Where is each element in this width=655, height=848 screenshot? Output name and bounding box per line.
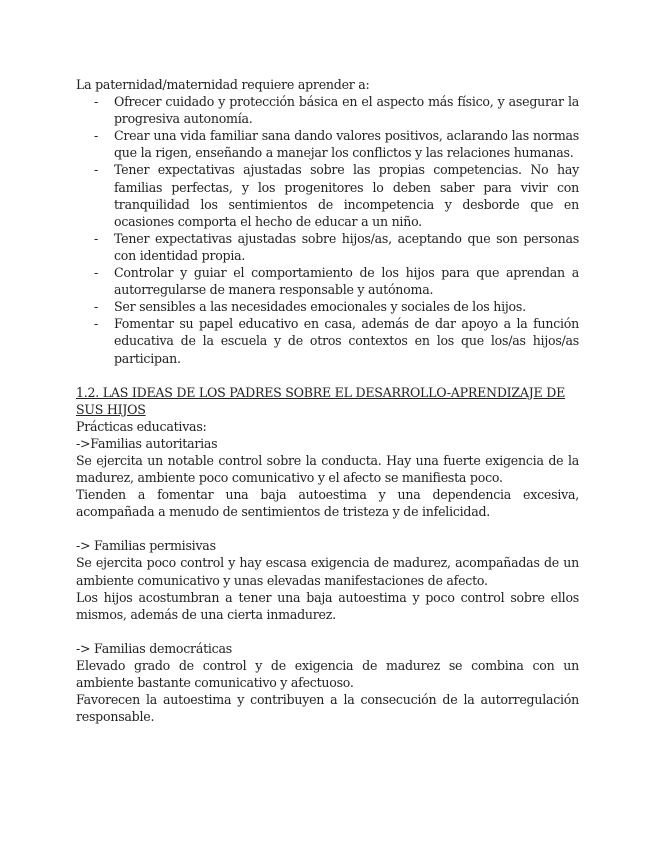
- bullet-list: [76, 93, 579, 367]
- style-consequences: Los hijos acostumbran a tener una baja autoestima y poco control sobre ellos mismos, además de una cierta inmadurez.: [76, 589, 579, 622]
- bullet-dash: -: [94, 94, 99, 110]
- list-item-text: Fomentar su papel educativo en casa, además de dar apoyo a la función educativa de la escuela y de otros contextos en los que los/as hijos/as participan.: [114, 316, 579, 366]
- bullet-dash: -: [94, 265, 99, 281]
- bullet-dash: -: [94, 316, 99, 332]
- list-item-text: Ofrecer cuidado y protección básica en el aspecto más físico, y asegurar la progresiva autonomía.: [114, 94, 579, 127]
- list-item: [94, 230, 579, 264]
- list-item: [94, 315, 579, 366]
- spacer: [76, 623, 579, 640]
- list-item: [94, 93, 579, 127]
- list-item: [94, 298, 579, 315]
- list-item: [94, 264, 579, 298]
- style-title-permissive: -> Familias permisivas: [76, 538, 216, 554]
- bullet-dash: -: [94, 128, 99, 144]
- spacer: [76, 520, 579, 537]
- list-item: [94, 161, 579, 229]
- bullet-dash: -: [94, 230, 99, 246]
- style-title-democratic: -> Familias democráticas: [76, 640, 232, 656]
- style-description: Elevado grado de control y de exigencia de madurez se combina con un ambiente bastante comunicativo y afectuoso.: [76, 657, 579, 690]
- subheading: Prácticas educativas:: [76, 418, 207, 434]
- bullet-dash: -: [94, 299, 99, 315]
- list-item-text: Tener expectativas ajustadas sobre hijos/as, aceptando que son personas con identidad propia.: [114, 230, 579, 263]
- style-title-authoritarian: ->Familias autoritarias: [76, 435, 218, 451]
- list-item-text: Controlar y guiar el comportamiento de los hijos para que aprendan a autorregularse de manera responsable y autónoma.: [114, 265, 579, 298]
- list-item-text: Ser sensibles a las necesidades emocionales y sociales de los hijos.: [114, 299, 526, 315]
- list-item: [94, 127, 579, 161]
- style-description: Se ejercita poco control y hay escasa exigencia de madurez, acompañadas de un ambiente comunicativo y unas elevadas manifestaciones de afecto.: [76, 555, 579, 588]
- list-item-text: Tener expectativas ajustadas sobre las propias competencias. No hay familias perfectas, y los progenitores lo deben saber para vivir con tranquilidad los sentimientos de incompetencia y desborde que en ocasiones comporta el hecho de educar a un niño.: [114, 162, 579, 229]
- bullet-dash: -: [94, 162, 99, 178]
- style-consequences: Tienden a fomentar una baja autoestima y una dependencia excesiva, acompañada a menudo de sentimientos de tristeza y de infelicidad.: [76, 487, 579, 520]
- style-description: Se ejercita un notable control sobre la conducta. Hay una fuerte exigencia de la madurez, ambiente poco comunicativo y el afecto se manifiesta poco.: [76, 452, 579, 486]
- intro-text: La paternidad/maternidad requiere aprender a:: [76, 77, 370, 92]
- list-item-text: Crear una vida familiar sana dando valores positivos, aclarando las normas que la rigen, enseñando a manejar los conflictos y las relaciones humanas.: [114, 128, 579, 161]
- style-consequences: Favorecen la autoestima y contribuyen a la consecución de la autorregulación responsable.: [76, 692, 579, 725]
- section-heading: 1.2. LAS IDEAS DE LOS PADRES SOBRE EL DESARROLLO-APRENDIZAJE DE SUS HIJOS: [76, 384, 566, 417]
